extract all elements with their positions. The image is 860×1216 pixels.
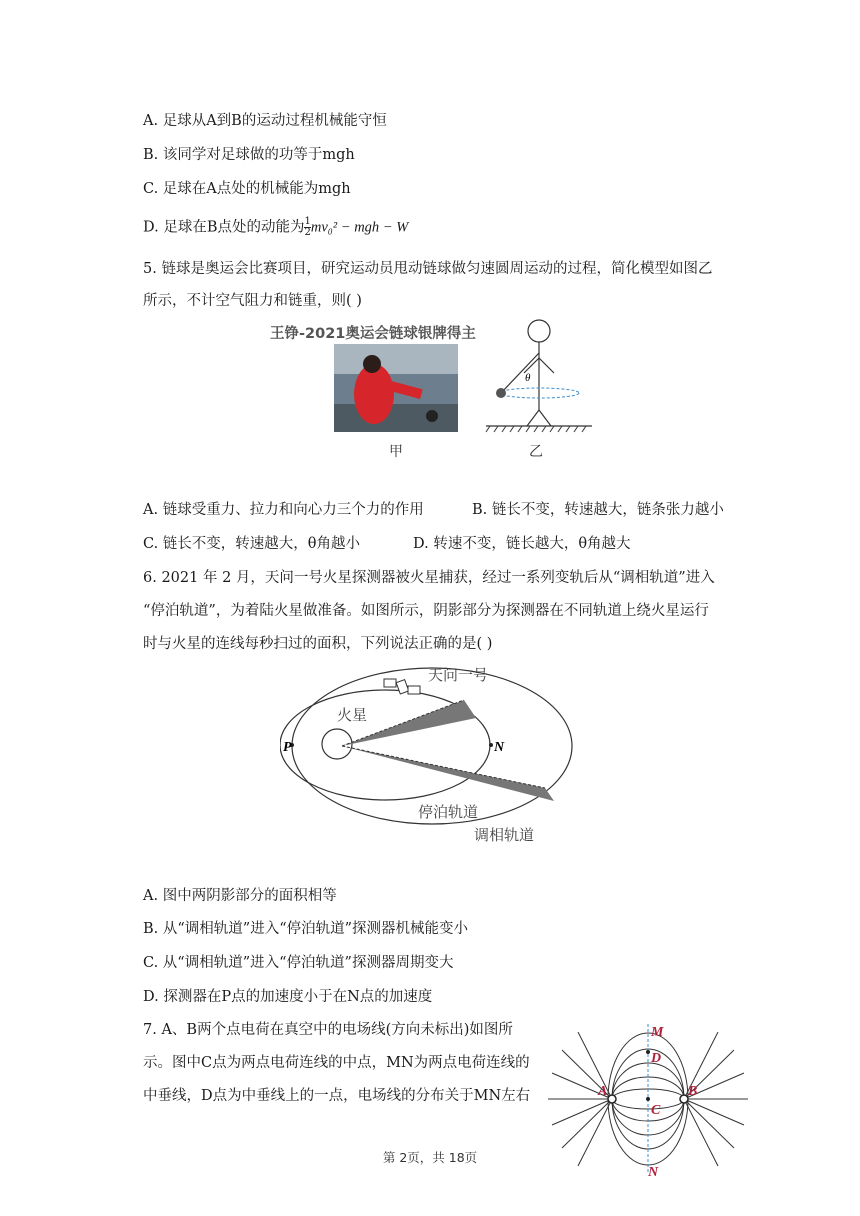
q5-label-yi: 乙: [529, 444, 543, 460]
q7-stem-line2: 示。图中C点为两点电荷连线的中点，MN为两点电荷连线的: [143, 1055, 530, 1071]
q4-option-d-prefix: D. 足球在B点处的动能为: [143, 219, 305, 236]
q6-label-n: N: [494, 740, 505, 755]
q4-option-c: C. 足球在A点处的机械能为mgh: [143, 181, 351, 197]
q7-stem-line1: 7. A、B两个点电荷在真空中的电场线(方向未标出)如图所: [143, 1022, 513, 1038]
q4-option-b: B. 该同学对足球做的功等于mgh: [143, 147, 355, 163]
page-footer: 第 2页，共 18页: [382, 1150, 478, 1165]
q7-stem-line3: 中垂线，D点为中垂线上的一点，电场线的分布关于MN左右: [143, 1088, 531, 1104]
q5-theta: θ: [525, 372, 531, 384]
q5-photo-caption: 王铮-2021奥运会链球银牌得主: [270, 326, 476, 342]
q7-label-b: B: [688, 1084, 698, 1099]
q5-option-a: A. 链球受重力、拉力和向心力三个力的作用: [143, 502, 424, 518]
q7-label-c: C: [651, 1103, 661, 1118]
q6-label-probe: 天问一号: [428, 666, 489, 684]
q6-option-d: D. 探测器在P点的加速度小于在N点的加速度: [143, 989, 433, 1005]
q5-option-d: D. 转速不变，链长越大，θ角越大: [413, 536, 631, 552]
q5-stem-line1: 5. 链球是奥运会比赛项目，研究运动员甩动链球做匀速圆周运动的过程，简化模型如图乙: [143, 261, 713, 277]
q4-option-d: [143, 217, 408, 238]
q6-label-mars: 火星: [337, 706, 368, 724]
q6-stem-line1: 6. 2021 年 2 月，天问一号火星探测器被火星捕获，经过一系列变轨后从“调相轨道”进入: [143, 570, 715, 586]
q6-stem-line2: “停泊轨道”，为着陆火星做准备。如图所示，阴影部分为探测器在不同轨道上绕火星运行: [143, 603, 709, 619]
q6-option-c: C. 从“调相轨道”进入“停泊轨道”探测器周期变大: [143, 955, 454, 971]
q4-option-d-suffix: mv₀² − mgh − W: [310, 219, 409, 236]
q6-option-a: A. 图中两阴影部分的面积相等: [143, 888, 337, 904]
q6-label-phasing: 调相轨道: [474, 826, 535, 844]
q6-label-parking: 停泊轨道: [418, 803, 479, 821]
q5-model-diagram: [484, 318, 594, 438]
q6-stem-line3: 时与火星的连线每秒扫过的面积，下列说法正确的是( ): [143, 636, 493, 652]
q5-stem-line2: 所示，不计空气阻力和链重，则( ): [143, 293, 362, 309]
q6-label-p: P: [283, 740, 292, 755]
probe-icon: [384, 679, 420, 694]
q5-athlete-photo: [334, 344, 458, 432]
q7-label-d: D: [651, 1051, 662, 1066]
q4-option-a: A. 足球从A到B的运动过程机械能守恒: [143, 113, 387, 129]
q6-orbit-diagram: [280, 662, 580, 846]
q7-label-n: N: [648, 1165, 659, 1180]
q4-fraction-denominator: 2: [304, 227, 311, 238]
q7-label-a: A: [598, 1084, 608, 1099]
q4-fraction-numerator: 1: [304, 216, 311, 227]
q6-option-b: B. 从“调相轨道”进入“停泊轨道”探测器机械能变小: [143, 921, 469, 937]
q5-option-b: B. 链长不变，转速越大，链条张力越小: [472, 502, 724, 518]
q7-label-m: M: [651, 1025, 664, 1040]
q5-label-jia: 甲: [389, 444, 403, 460]
q5-option-c: C. 链长不变，转速越大，θ角越小: [143, 536, 361, 552]
